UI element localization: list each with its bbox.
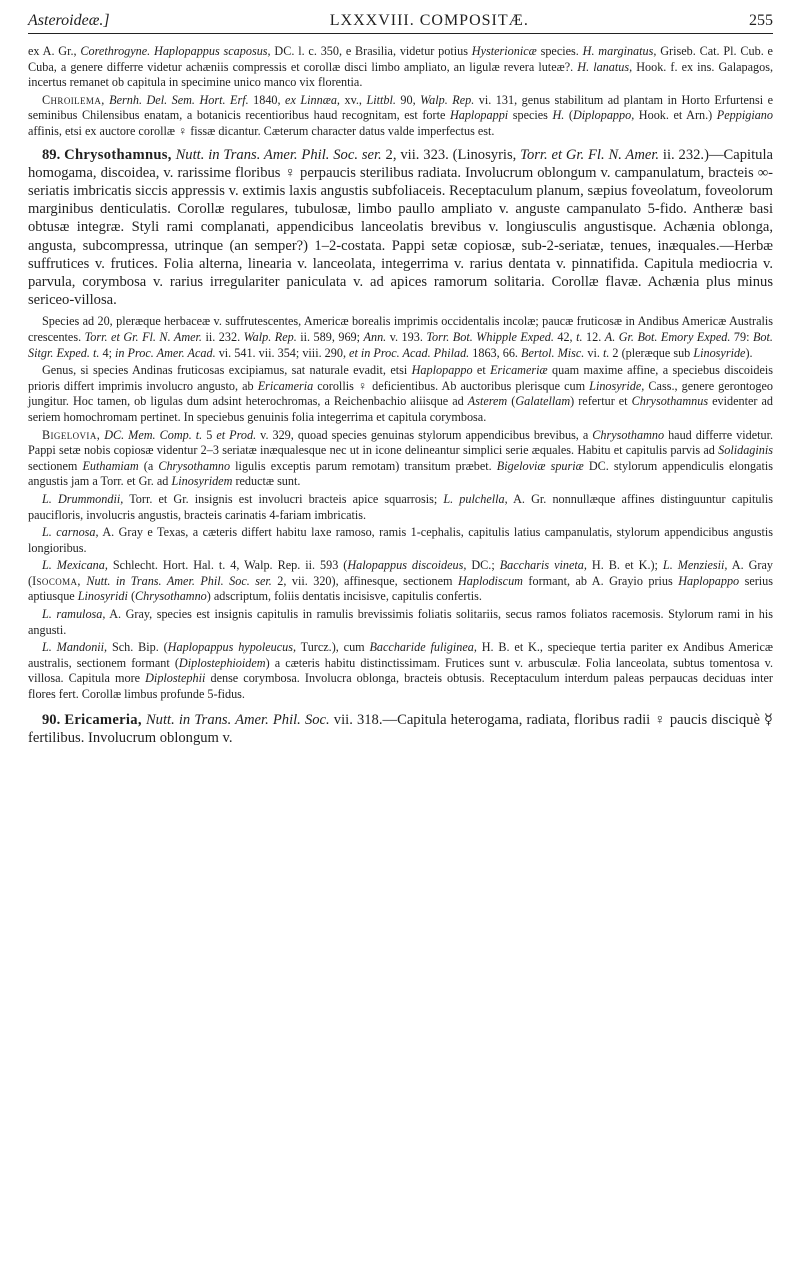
- haplopappus-note-paragraph: ex A. Gr., Corethrogyne. Haplopappus scaposus, DC. l. c. 350, e Brasilia, videtur potius Hysterionicæ species. H. marginatus, Griseb. Cat. Pl. Cub. e Cuba, a genere differre videtur achæniis compressis et corollæ disci limbo ampliato, an ligulæ revera luteæ?. H. lanatus, Hook. f. ex ins. Galapagos, incertus remanet ob capitula in specimine unico manco vix florentia.: [28, 44, 773, 90]
- genus-name: Ericameria,: [64, 711, 142, 728]
- bigelovia-paragraph: Bigelovia, DC. Mem. Comp. t. 5 et Prod. v. 329, quoad species genuinas stylorum appendicibus brevibus, a Chrysothamno haud differre videtur. Pappi setæ nobis copiosæ videntur 2–3 seriatæ inæqualesque nec ut in icone delineantur simplici serie æquales. Habitu et capitulis parvis ad Solidaginis sectionem Euthamiam (a Chrysothamno ligulis exceptis parum remotam) transitum præbet. Bigeloviæ spuriæ DC. stylorum appendiculis elongatis angustis jam a Torr. et Gr. ad Linosyridem reductæ sunt.: [28, 427, 774, 489]
- header-family-title: LXXXVIII. COMPOSITÆ.: [329, 12, 529, 29]
- header-section-title: Asteroideæ.]: [28, 12, 110, 29]
- genus-ericameria-description: 90. Ericameria, Nutt. in Trans. Amer. Phil. Soc. vii. 318.—Capitula heterogama, radiata, floribus radii ♀ paucis disciquè ☿ fertilibus. Involucrum oblongum v.: [28, 711, 773, 746]
- genus-number: 90.: [42, 711, 61, 728]
- genus-number: 89.: [42, 146, 61, 163]
- mandonii-paragraph: L. Mandonii, Sch. Bip. (Haplopappus hypoleucus, Turcz.), cum Baccharide fuliginea, H. B. et K., specieque tertia pariter ex Andibus Americæ australis, sectionem formant (Diplostephioidem) a cæteris habitu distinctissimam. Frutices sunt v. arbusculæ. Folia lanceolata, subtus tomentosa v. villosa. Capitula more Diplostephii dense corymbosa. Involucra oblonga, bracteis obtusis. Receptaculum interdum paleas perpaucas deciduas inter flores fert. Corollæ limbus profunde 5-fidus.: [28, 640, 773, 702]
- ramulosa-paragraph: L. ramulosa, A. Gray, species est insignis capitulis in ramulis brevissimis foliatis solitariis, secus ramos foliatos racemosis. Stylorum rami in his angusti.: [28, 607, 773, 637]
- chroilema-paragraph: Chroilema, Bernh. Del. Sem. Hort. Erf. 1840, ex Linnæa, xv., Littbl. 90, Walp. Rep. vi. 131, genus stabilitum ad plantam in Horto Erfurtensi e seminibus Chilensibus enatam, a botanicis recentioribus haud recognitam, est forte Haplopappi species H. (Diplopappo, Hook. et Arn.) Peppigiano affinis, etsi ex auctore corollæ ♀ fissæ dicantur. Cæterum character datus valde imperfectus est.: [28, 92, 774, 138]
- page-number: 255: [748, 12, 773, 29]
- genus-name: Chrysothamnus,: [64, 146, 172, 163]
- mexicana-paragraph: L. Mexicana, Schlecht. Hort. Hal. t. 4, Walp. Rep. ii. 593 (Halopappus discoideus, DC.; Baccharis vineta, H. B. et K.); L. Menziesii, A. Gray (Isocoma, Nutt. in Trans. Amer. Phil. Soc. ser. 2, vii. 320), affinesque, sectionem Haplodiscum formant, ab A. Grayio prius Haplopappo serius aptiusque Linosyridi (Chrysothamno) adscriptum, foliis dentatis incisisve, capitulis confertis.: [28, 558, 774, 604]
- running-header: [28, 12, 773, 34]
- carnosa-paragraph: L. carnosa, A. Gray e Texas, a cæteris differt habitu laxe ramoso, ramis 1-cephalis, capitulis latius campanulatis, stylorum appendicibus angustis longioribus.: [28, 525, 773, 555]
- species-paragraph: Species ad 20, pleræque herbaceæ v. suffrutescentes, Americæ borealis imprimis occidentalis incolæ; paucæ fruticosæ in Andibus Americæ Australis crescentes. Torr. et Gr. Fl. N. Amer. ii. 232. Walp. Rep. ii. 589, 969; Ann. v. 193. Torr. Bot. Whipple Exped. 42, t. 12. A. Gr. Bot. Emory Exped. 79: Bot. Sitgr. Exped. t. 4; in Proc. Amer. Acad. vi. 541. vii. 354; viii. 290, et in Proc. Acad. Philad. 1863, 66. Bertol. Misc. vi. t. 2 (pleræque sub Linosyride).: [28, 314, 773, 360]
- genus-note-paragraph: Genus, si species Andinas fruticosas excipiamus, sat naturale evadit, etsi Haplopappo et Ericameriæ quam maxime affine, a speciebus discoideis prioris differt imprimis involucro angusto, ab Ericameria corollis ♀ deficientibus. Ab auctoribus plerisque cum Linosyride, Cass., genere gerontogeo jungitur. Hoc tamen, ob ligulas dum adsint heterochromas, a Reichenbachio aliisque ad Asterem (Galatellam) refertur et Chrysothamnus evidenter ad seriem homochromam pertinet. In speciebus genuinis folia integerrima et capitula corymbosa.: [28, 363, 773, 424]
- drummondii-paragraph: L. Drummondii, Torr. et Gr. insignis est involucri bracteis apice squarrosis; L. pulchella, A. Gr. nonnullæque affines distinguuntur capitulis paucifloris, involucris angustis, bracteis carinatis 4-fariam imbricatis.: [28, 491, 773, 522]
- genus-chrysothamnus-description: 89. Chrysothamnus, Nutt. in Trans. Amer. Phil. Soc. ser. 2, vii. 323. (Linosyris, Torr. et Gr. Fl. N. Amer. ii. 232.)—Capitula homogama, discoidea, v. rarissime floribus ♀ perpaucis sterilibus radiata. Involucrum oblongum v. campanulatum, bracteis ∞-seriatis imbricatis siccis appressis v. extimis laxis angustis subfoliaceis. Receptaculum planum, sæpius foveolatum, foveolorum marginibus denticulatis. Corollæ regulares, tubulosæ, limbo paullo ampliato v. anguste campanulato 5-fido. Antheræ basi obtusæ integræ. Styli rami complanati, appendicibus lanceolatis brevibus v. longiusculis angustisque. Achænia oblonga, angusta, subcompressa, utrinque (an semper?) 1–2-costata. Pappi setæ copiosæ, sub-2-seriatæ, tenues, inæquales.—Herbæ suffrutices v. frutices. Folia alterna, linearia v. lanceolata, integerrima v. rarius dentata v. pinnatifida. Capitula mediocria v. parvula, corymbosa v. rarius irregulariter paniculata v. ad apices ramorum solitaria. Corollæ flavæ. Achænia plus minus sericeo-villosa.: [28, 146, 773, 309]
